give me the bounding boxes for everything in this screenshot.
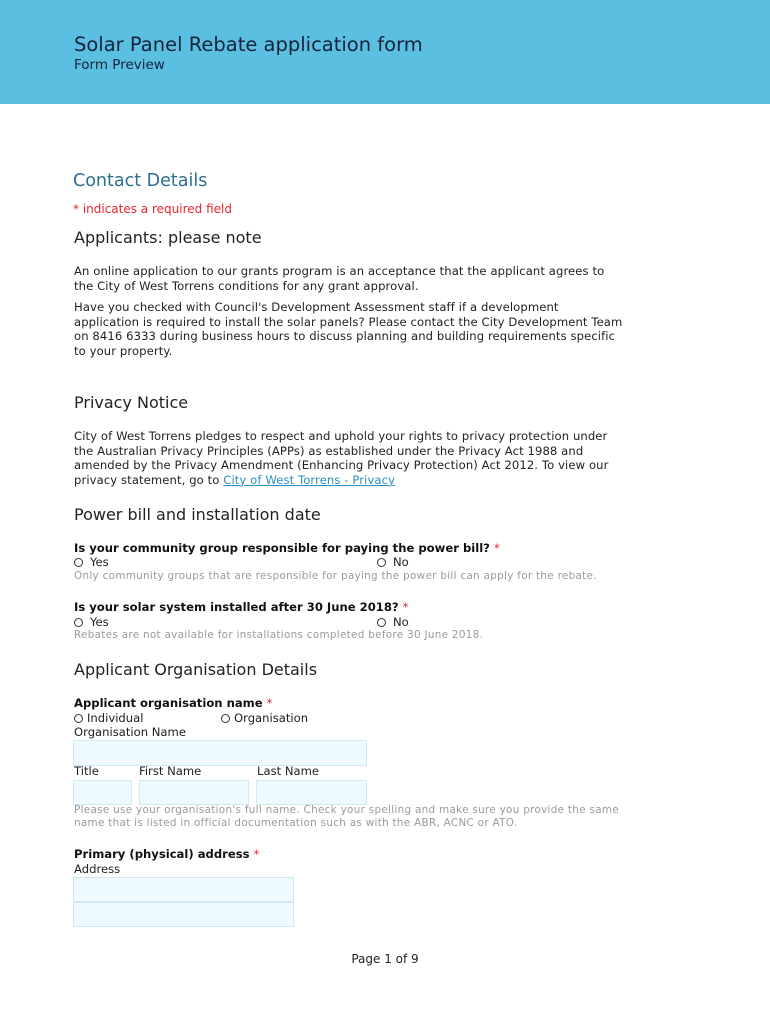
address-line2-input[interactable] (73, 902, 294, 927)
last-name-input[interactable] (256, 780, 367, 805)
applicants-note-para2: Have you checked with Council's Development Assessment staff if a development application is required to install the solar panels? Please contact the City Development Team on 8416 6333 during business hours to discuss planning and building requirements specific to your property. (74, 300, 623, 358)
organisation-option[interactable]: Organisation (221, 711, 308, 725)
individual-option[interactable]: Individual (74, 711, 143, 725)
individual-radio[interactable] (74, 714, 83, 723)
privacy-link[interactable]: City of West Torrens - Privacy (223, 472, 396, 487)
address-sub-label: Address (74, 862, 121, 876)
q2-label: Is your solar system installed after 30 June 2018? * (74, 600, 409, 614)
first-name-label: First Name (139, 764, 202, 778)
q2-no-option[interactable]: No (377, 615, 409, 629)
q1-no-radio[interactable] (377, 558, 386, 567)
org-name-label: Applicant organisation name * (74, 696, 273, 710)
q2-yes-radio[interactable] (74, 618, 83, 627)
organisation-heading: Applicant Organisation Details (74, 660, 318, 679)
privacy-text: City of West Torrens pledges to respect and uphold your rights to privacy protection under the Australian Privacy Principles (APPs) as established under the Privacy Act 1988 and amended by the Privacy Amendment (Enhancing Privacy Protection) Act 2012. To view our privacy statement, go to City of West Torrens - Privacy (74, 429, 609, 487)
title-label: Title (74, 764, 99, 778)
applicants-note-para1: An online application to our grants program is an acceptance that the applicant agrees to the City of West Torrens conditions for any grant approval. (74, 264, 605, 293)
contact-details-heading: Contact Details (73, 171, 208, 191)
title-input[interactable] (73, 780, 132, 805)
required-field-note: * indicates a required field (73, 202, 232, 216)
address-line1-input[interactable] (73, 877, 294, 902)
q1-yes-option[interactable]: Yes (74, 555, 109, 569)
q2-no-radio[interactable] (377, 618, 386, 627)
privacy-heading: Privacy Notice (74, 393, 189, 412)
form-subtitle: Form Preview (74, 57, 165, 73)
q2-help: Rebates are not available for installations completed before 30 June 2018. (74, 629, 484, 641)
form-title: Solar Panel Rebate application form (74, 33, 423, 56)
q2-yes-option[interactable]: Yes (74, 615, 109, 629)
address-label: Primary (physical) address * (74, 847, 260, 861)
last-name-label: Last Name (257, 764, 320, 778)
q1-no-option[interactable]: No (377, 555, 409, 569)
q1-label: Is your community group responsible for paying the power bill? * (74, 541, 500, 555)
q1-yes-radio[interactable] (74, 558, 83, 567)
organisation-radio[interactable] (221, 714, 230, 723)
organisation-name-label: Organisation Name (74, 725, 186, 739)
applicants-note-heading: Applicants: please note (74, 228, 262, 247)
page-header (0, 0, 770, 104)
organisation-name-input[interactable] (73, 740, 367, 766)
power-bill-heading: Power bill and installation date (74, 505, 321, 524)
q1-help: Only community groups that are responsible for paying the power bill can apply for the rebate. (74, 570, 597, 582)
org-name-help: Please use your organisation's full name. Check your spelling and make sure you provide the same name that is listed in official documentation such as with the ABR, ACNC or ATO. (74, 804, 619, 829)
page-number: Page 1 of 9 (351, 952, 419, 966)
first-name-input[interactable] (139, 780, 249, 805)
